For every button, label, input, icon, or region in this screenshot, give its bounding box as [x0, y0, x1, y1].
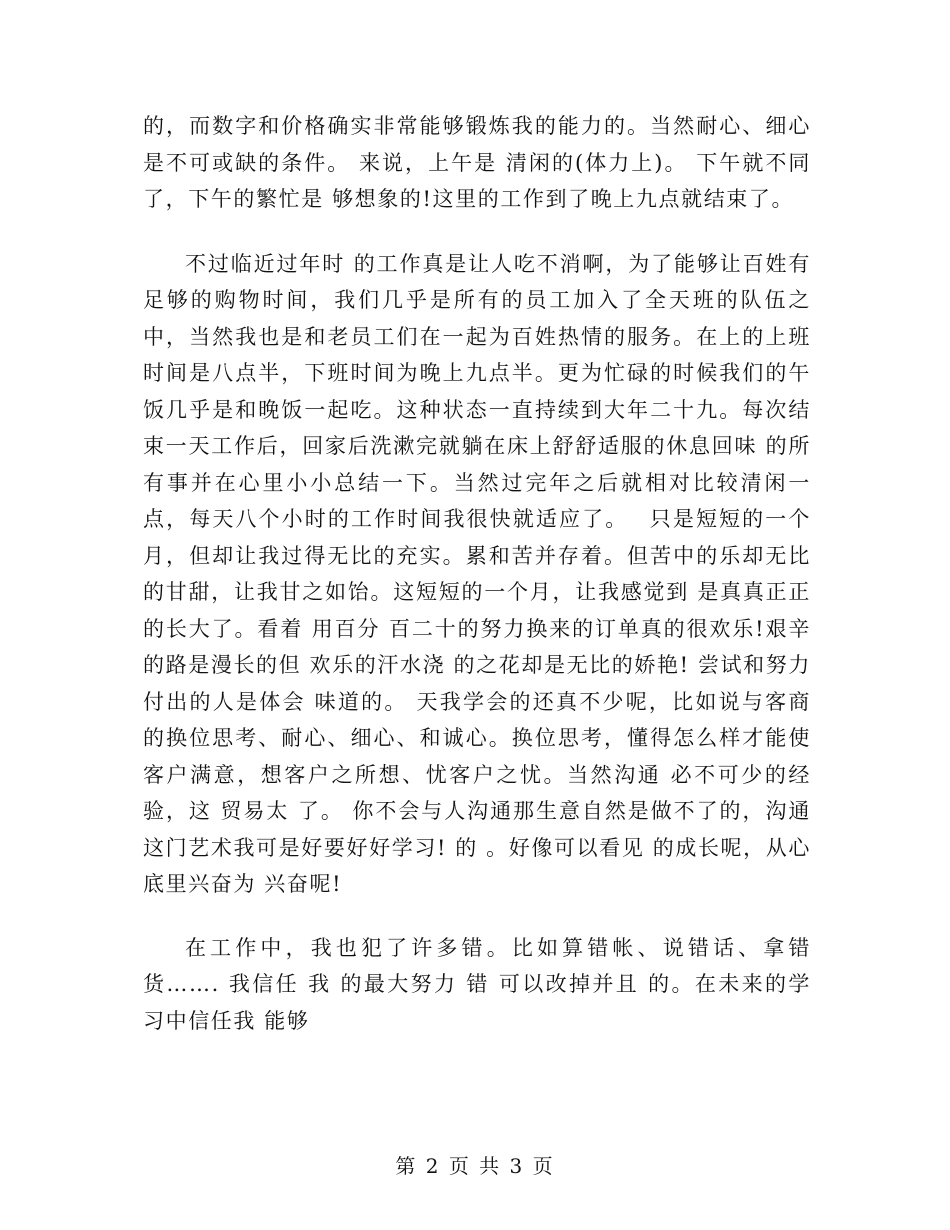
paragraph-1: 的，而数字和价格确实非常能够锻炼我的能力的。当然耐心、细心是不可或缺的条件。 来说，上午是 清闲的(体力上)。 下午就不同了，下午的繁忙是 够想象的!这里的工作到了晚上九点就结束了。: [143, 114, 811, 211]
paragraph-2: 不过临近过年时 的工作真是让人吃不消啊，为了能够让百姓有足够的购物时间，我们几乎是所有的员工加入了全天班的队伍之中，当然我也是和老员工们在一起为百姓热情的服务。在上的上班时间是八点半，下班时间为晚上九点半。更为忙碌的时候我们的午饭几乎是和晚饭一起吃。这种状态一直持续到大年二十九。每次结束一天工作后，回家后洗漱完就躺在床上舒舒适服的休息回味 的所有事并在心里小小总结一下。当然过完年之后就相对比较清闲一点，每天八个小时的工作时间我很快就适应了。 只是短短的一个月，但却让我过得无比的充实。累和苦并存着。但苦中的乐却无比的甘甜，让我甘之如饴。这短短的一个月，让我感觉到 是真真正正的长大了。看着 用百分 百二十的努力换来的订单真的很欢乐!艰辛的路是漫长的但 欢乐的汗水浇 的之花却是无比的娇艳! 尝试和努力付出的人是体会 味道的。 天我学会的还真不少呢，比如说与客商的换位思考、耐心、细心、和诚心。换位思考，懂得怎么样才能使客户满意，想客户之所想、忧客户之忧。当然沟通 必不可少的经验，这 贸易太 了。 你不会与人沟通那生意自然是做不了的，沟通这门艺术我可是好要好好学习! 的 。好像可以看见 的成长呢，从心底里兴奋为 兴奋呢!: [143, 251, 811, 896]
paragraph-3: 在工作中，我也犯了许多错。比如算错帐、说错话、拿错货……. 我信任 我 的最大努力 错 可以改掉并且 的。在未来的学习中信任我 能够: [143, 935, 811, 1033]
page-number-footer: 第 2 页 共 3 页: [395, 1154, 555, 1178]
document-body: [143, 108, 811, 1039]
